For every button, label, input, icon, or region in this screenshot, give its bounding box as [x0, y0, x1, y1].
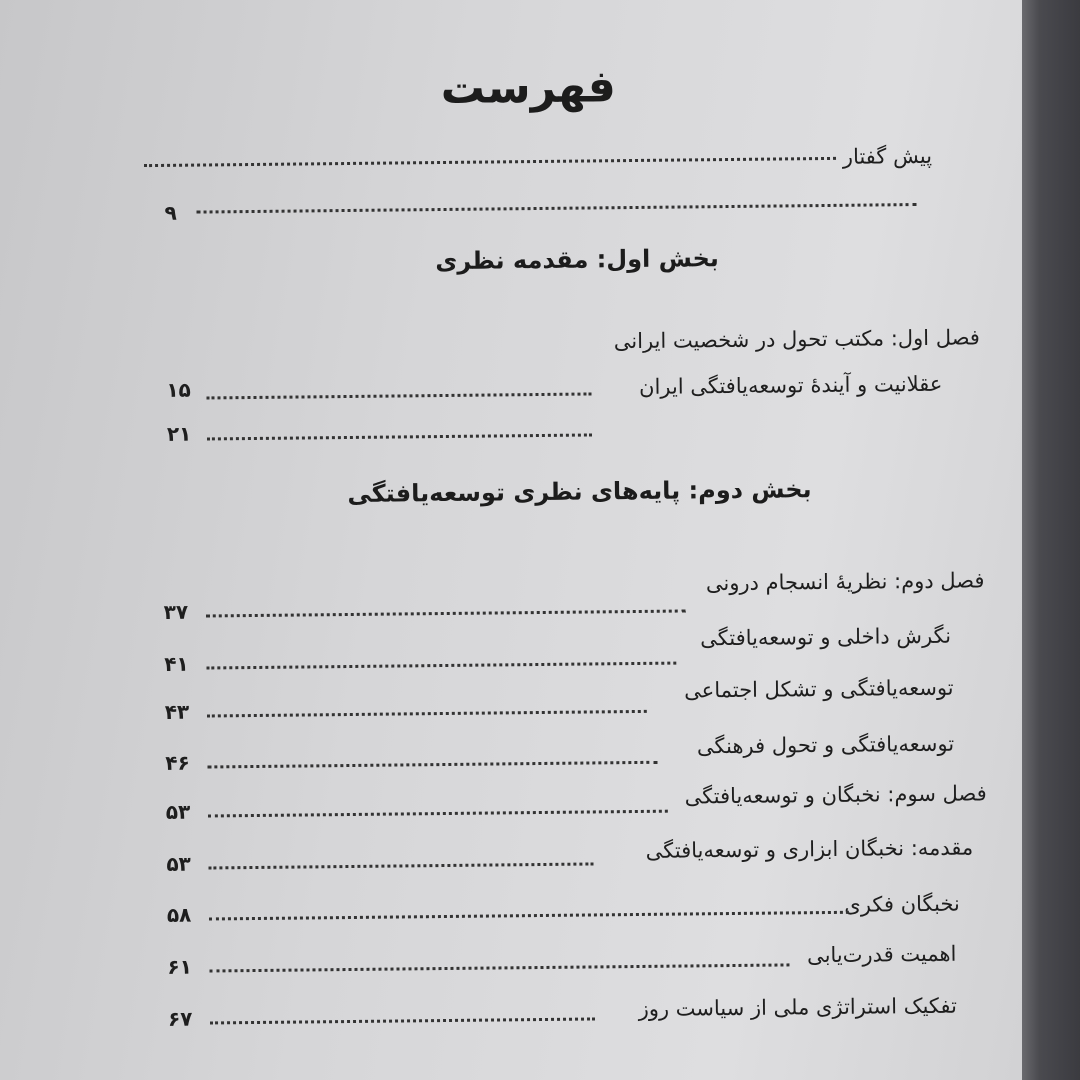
- dot-leader: [208, 810, 668, 818]
- dot-leader: [208, 862, 593, 869]
- dot-leader: [206, 662, 676, 670]
- dot-leader: [207, 433, 592, 440]
- toc-page-number: ۶۷: [167, 1006, 193, 1031]
- toc-page-number: ۵۳: [166, 851, 191, 876]
- dot-leader: [209, 911, 849, 921]
- toc-entry-rationality: عقلانیت و آیندهٔ توسعه‌یافتگی ایران: [638, 371, 943, 399]
- toc-page-number: ۱۵: [166, 377, 191, 402]
- toc-entry-internal-view: نگرش داخلی و توسعه‌یافتگی: [700, 623, 952, 651]
- dot-leader: [210, 1017, 595, 1024]
- section-title-part-two: بخش دوم: پایه‌های نظری توسعه‌یافتگی: [347, 475, 812, 509]
- toc-page-number: ۶۱: [167, 954, 192, 979]
- toc-page-number: ۴۳: [164, 699, 190, 724]
- toc-title: فهرست: [440, 61, 617, 115]
- dot-leader: [144, 157, 836, 167]
- toc-page-number: ۴۶: [165, 750, 190, 775]
- book-page-edge: [1022, 0, 1080, 1080]
- dot-leader: [197, 203, 917, 214]
- section-title-part-one: بخش اول: مقدمه نظری: [435, 244, 720, 276]
- dot-leader: [206, 392, 591, 399]
- dot-leader: [206, 609, 686, 617]
- toc-page-number: ۳۷: [163, 599, 189, 624]
- toc-entry-social-organization: توسعه‌یافتگی و تشکل اجتماعی: [684, 675, 954, 703]
- toc-entry-preface: پیش گفتار: [842, 143, 933, 169]
- dot-leader: [207, 710, 647, 718]
- toc-entry-intellectual-elites: نخبگان فکری: [844, 891, 960, 917]
- toc-entry-chapter-two: فصل دوم: نظریهٔ انسجام درونی: [705, 568, 985, 596]
- toc-page-number: ۴۱: [164, 651, 189, 676]
- toc-entry-empowerment: اهمیت قدرت‌یابی: [806, 941, 957, 968]
- toc-entry-introduction: مقدمه: نخبگان ابزاری و توسعه‌یافتگی: [645, 835, 974, 863]
- toc-entry-national-strategy: تفکیک استراتژی ملی از سیاست روز: [638, 993, 958, 1021]
- toc-page-number: ۵۳: [165, 799, 191, 824]
- toc-entry-cultural-change: توسعه‌یافتگی و تحول فرهنگی: [696, 731, 955, 759]
- dot-leader: [207, 761, 657, 769]
- toc-page-number: ۵۸: [166, 902, 192, 927]
- toc-page-number: ۹: [164, 200, 177, 225]
- toc-entry-chapter-one: فصل اول: مکتب تحول در شخصیت ایرانی: [613, 325, 981, 354]
- dot-leader: [209, 963, 789, 972]
- toc-page-number: ۲۱: [166, 421, 192, 446]
- toc-entry-chapter-three: فصل سوم: نخبگان و توسعه‌یافتگی: [684, 781, 987, 809]
